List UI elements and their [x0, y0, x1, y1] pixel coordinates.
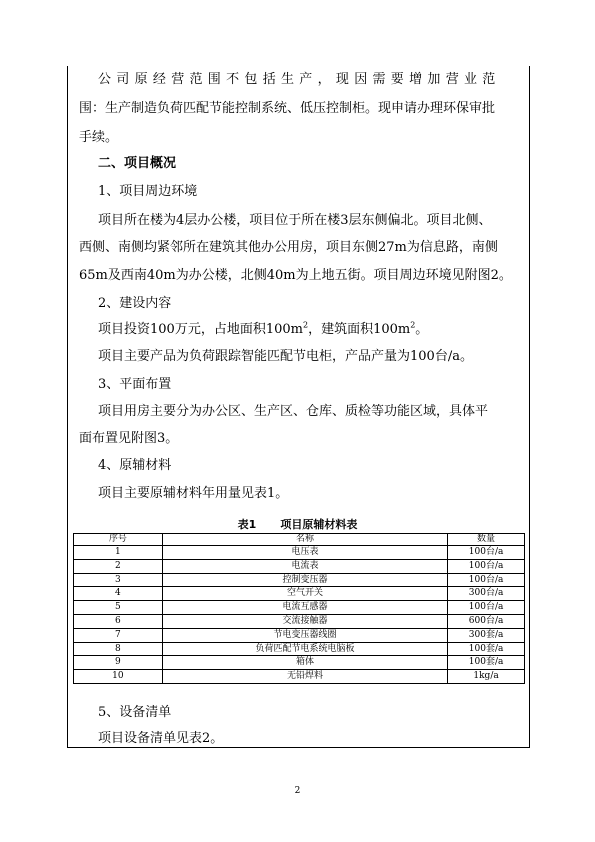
cell-name: 无铅焊料 [162, 670, 447, 684]
scope-line-2: 围：生产制造负荷匹配节能控制系统、低压控制柜。现申请办理环保审批 [79, 101, 496, 116]
table-row [74, 614, 525, 628]
header-quantity: 数量 [448, 534, 525, 546]
table-row [74, 642, 525, 656]
cell-name: 控制变压器 [162, 573, 447, 587]
cell-quantity: 100台/a [448, 559, 525, 573]
cell-index: 4 [74, 587, 163, 601]
table-row [74, 628, 525, 642]
table-row [74, 573, 525, 587]
table-1-title: 项目原辅材料表 [280, 518, 358, 531]
table-row [74, 670, 525, 684]
table-row [74, 601, 525, 615]
product-line: 项目主要产品为负荷跟踪智能匹配节电柜，产品产量为100台/a。 [98, 349, 473, 364]
cell-index: 2 [74, 559, 163, 573]
cell-quantity: 100台/a [448, 546, 525, 560]
cell-quantity: 100台/a [448, 601, 525, 615]
investment-line: 项目投资100万元，占地面积$100m^2$，建筑面积$100m^2$。 [98, 320, 429, 337]
scope-line-1: 公司原经营范围不包括生产，现因需要增加营业范 [98, 72, 501, 87]
header-name: 名称 [162, 534, 447, 546]
section-2-title: 二、项目概况 [98, 156, 177, 171]
cell-index: 9 [74, 656, 163, 670]
cell-name: 电流表 [162, 559, 447, 573]
table-row [74, 546, 525, 560]
materials-table [73, 533, 525, 684]
cell-quantity: 1kg/a [448, 670, 525, 684]
cell-index: 3 [74, 573, 163, 587]
cell-name: 负荷匹配节电系统电脑板 [162, 642, 447, 656]
cell-index: 6 [74, 614, 163, 628]
cell-quantity: 600台/a [448, 614, 525, 628]
cell-index: 8 [74, 642, 163, 656]
table-row [74, 559, 525, 573]
cell-quantity: 100套/a [448, 642, 525, 656]
subsection-2-title: 2、建设内容 [98, 296, 172, 311]
table-header-row [74, 534, 525, 546]
equipment-intro: 项目设备清单见表2。 [98, 731, 224, 746]
cell-quantity: 100套/a [448, 656, 525, 670]
subsection-4-title: 4、原辅材料 [98, 458, 172, 473]
cell-name: 电压表 [162, 546, 447, 560]
cell-index: 1 [74, 546, 163, 560]
table-row [74, 587, 525, 601]
env-line-1: 项目所在楼为4层办公楼，项目位于所在楼3层东侧偏北。项目北侧、 [98, 213, 492, 228]
cell-name: 箱体 [162, 656, 447, 670]
cell-quantity: 100台/a [448, 573, 525, 587]
page-number: 2 [294, 786, 301, 796]
subsection-5-title: 5、设备清单 [98, 705, 172, 720]
table-1-caption [0, 516, 595, 532]
subsection-1-title: 1、项目周边环境 [98, 184, 198, 199]
cell-name: 节电变压器线圈 [162, 628, 447, 642]
env-line-2: 西侧、南侧均紧邻所在建筑其他办公用房，项目东侧27m为信息路，南侧 [79, 240, 498, 255]
cell-index: 10 [74, 670, 163, 684]
subsection-3-title: 3、平面布置 [98, 377, 172, 392]
cell-quantity: 300套/a [448, 628, 525, 642]
cell-name: 交流接触器 [162, 614, 447, 628]
layout-line-1: 项目用房主要分为办公区、生产区、仓库、质检等功能区域，具体平 [98, 404, 489, 419]
scope-line-3: 手续。 [79, 130, 119, 145]
cell-name: 空气开关 [162, 587, 447, 601]
table-row [74, 656, 525, 670]
table-1-number: 表1 [237, 518, 257, 531]
env-line-3: 65m及西南40m为办公楼，北侧40m为上地五街。项目周边环境见附图2。 [79, 268, 512, 283]
cell-quantity: 300台/a [448, 587, 525, 601]
cell-index: 7 [74, 628, 163, 642]
materials-intro: 项目主要原辅材料年用量见表1。 [98, 486, 289, 501]
header-index: 序号 [74, 534, 163, 546]
cell-name: 电流互感器 [162, 601, 447, 615]
cell-index: 5 [74, 601, 163, 615]
layout-line-2: 面布置见附图3。 [79, 431, 179, 446]
